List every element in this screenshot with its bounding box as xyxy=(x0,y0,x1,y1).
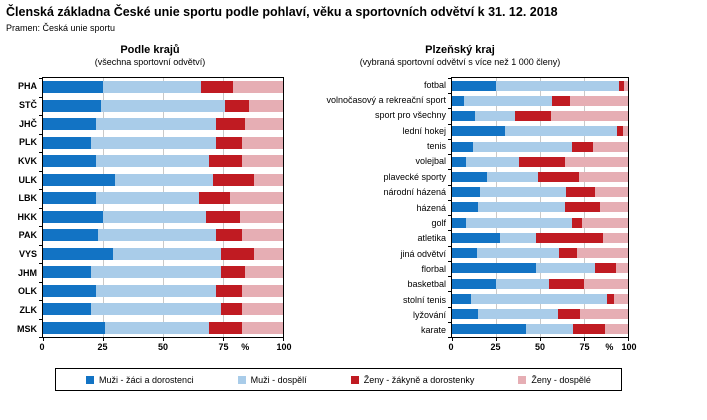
bar-row xyxy=(452,93,628,108)
bar-segment xyxy=(526,324,574,334)
bar-segment xyxy=(496,279,549,289)
bar-row xyxy=(43,134,283,153)
bar-segment xyxy=(475,111,515,121)
category-label: národní házená xyxy=(383,187,446,198)
stacked-bar xyxy=(452,142,628,152)
regions-chart-title: Podle krajů xyxy=(120,44,180,56)
bar-segment xyxy=(487,172,538,182)
bar-segment xyxy=(43,137,91,149)
bar-row xyxy=(452,139,628,154)
bar-segment xyxy=(213,174,254,186)
bar-segment xyxy=(552,96,570,106)
bar-segment xyxy=(115,174,213,186)
regions-chart xyxy=(0,77,292,352)
bar-segment xyxy=(254,174,283,186)
bar-segment xyxy=(452,279,496,289)
bar-segment xyxy=(101,100,226,112)
bar-row xyxy=(452,307,628,322)
category-label: lední hokej xyxy=(402,125,446,136)
stacked-bar xyxy=(43,229,283,241)
x-axis-unit-label: % xyxy=(605,342,614,352)
stacked-bar xyxy=(452,157,628,167)
bar-segment xyxy=(98,229,216,241)
stacked-bar xyxy=(452,81,628,91)
category-label: PAK xyxy=(18,230,37,241)
x-axis-tick xyxy=(43,337,44,341)
bar-segment xyxy=(505,126,618,136)
category-label: HKK xyxy=(17,211,37,222)
bar-segment xyxy=(584,279,628,289)
category-label: ZLK xyxy=(19,305,37,315)
bar-segment xyxy=(105,322,208,334)
bar-row xyxy=(43,208,283,227)
category-label: sport pro všechny xyxy=(374,110,446,121)
bar-segment xyxy=(478,202,564,212)
stacked-bar xyxy=(43,174,283,186)
stacked-bar xyxy=(452,263,628,273)
category-label: PLK xyxy=(19,137,37,148)
plzen-chart-subtitle: (vybraná sportovní odvětví s více než 1 000 členy) xyxy=(359,57,561,67)
bar-segment xyxy=(536,263,594,273)
bar-segment xyxy=(209,322,243,334)
legend xyxy=(55,368,622,391)
bar-segment xyxy=(216,285,242,297)
bar-segment xyxy=(464,96,552,106)
bar-segment xyxy=(519,157,565,167)
legend-label: Ženy - dospělé xyxy=(531,374,591,385)
category-label: golf xyxy=(431,217,446,228)
category-label: plavecké sporty xyxy=(383,171,446,182)
category-label: KVK xyxy=(17,155,37,166)
bar-segment xyxy=(452,263,536,273)
category-label: JHM xyxy=(17,267,37,278)
bar-segment xyxy=(624,81,628,91)
x-axis-tick-label: 50 xyxy=(534,342,546,352)
bar-segment xyxy=(221,303,243,315)
category-label: karate xyxy=(420,325,446,336)
x-axis-tick xyxy=(163,337,164,341)
bar-segment xyxy=(230,192,283,204)
bar-segment xyxy=(580,309,628,319)
legend-swatch-icon xyxy=(351,376,359,384)
bar-segment xyxy=(199,192,230,204)
bar-segment xyxy=(477,248,560,258)
bar-row xyxy=(43,97,283,116)
bar-segment xyxy=(43,303,91,315)
bar-row xyxy=(452,108,628,123)
x-axis-tick xyxy=(540,337,541,341)
y-axis-tick xyxy=(448,337,452,338)
category-label: atletika xyxy=(417,233,446,244)
x-axis-tick-label: 25 xyxy=(490,342,501,352)
x-axis-tick xyxy=(452,337,453,341)
bar-row xyxy=(43,263,283,282)
bar-segment xyxy=(623,126,628,136)
bar-segment xyxy=(43,229,98,241)
bar-segment xyxy=(452,157,466,167)
x-axis-tick-label: 100 xyxy=(621,342,637,352)
legend-item xyxy=(351,375,475,385)
category-label: lyžování xyxy=(412,310,446,321)
bar-segment xyxy=(242,229,283,241)
stacked-bar xyxy=(43,100,283,112)
bar-segment xyxy=(607,294,614,304)
category-label: volnočasový a rekreační sport xyxy=(326,95,446,106)
bar-segment xyxy=(242,285,283,297)
bar-segment xyxy=(43,81,103,93)
plzen-chart xyxy=(326,77,637,352)
stacked-bar xyxy=(452,309,628,319)
stacked-bar xyxy=(452,248,628,258)
stacked-bar xyxy=(452,324,628,334)
plzen-plot-area xyxy=(451,77,629,338)
bar-segment xyxy=(206,211,240,223)
bar-segment xyxy=(254,248,283,260)
bar-segment xyxy=(500,233,537,243)
x-axis-tick-label: 100 xyxy=(276,342,292,352)
bar-segment xyxy=(572,218,583,228)
bar-segment xyxy=(452,294,471,304)
x-axis-unit-label: % xyxy=(241,342,250,352)
stacked-bar xyxy=(452,187,628,197)
bar-segment xyxy=(221,248,255,260)
bar-segment xyxy=(113,248,221,260)
bar-segment xyxy=(43,285,96,297)
bar-row xyxy=(43,226,283,245)
stacked-bar xyxy=(43,248,283,260)
x-axis-tick-label: 25 xyxy=(97,342,108,352)
bar-segment xyxy=(452,126,505,136)
bar-segment xyxy=(209,155,243,167)
bar-segment xyxy=(538,172,578,182)
bar-segment xyxy=(600,202,628,212)
legend-swatch-icon xyxy=(238,376,246,384)
bar-segment xyxy=(452,187,480,197)
bar-row xyxy=(452,261,628,276)
legend-swatch-icon xyxy=(86,376,94,384)
bar-segment xyxy=(452,309,478,319)
bar-segment xyxy=(452,324,526,334)
bar-segment xyxy=(573,324,605,334)
x-axis-tick-label: 75 xyxy=(579,342,590,352)
category-label: florbal xyxy=(421,263,446,274)
bar-segment xyxy=(221,266,245,278)
category-label: JHČ xyxy=(18,118,37,129)
bar-segment xyxy=(43,248,113,260)
bar-segment xyxy=(577,248,628,258)
category-label: fotbal xyxy=(423,79,446,90)
bar-segment xyxy=(91,266,221,278)
category-label: házená xyxy=(416,202,446,213)
stacked-bar xyxy=(452,218,628,228)
bar-segment xyxy=(242,155,283,167)
bar-row xyxy=(43,282,283,301)
bar-segment xyxy=(466,157,519,167)
legend-item xyxy=(238,375,307,385)
bar-segment xyxy=(240,211,283,223)
x-axis-tick xyxy=(103,337,104,341)
bar-segment xyxy=(603,233,628,243)
x-axis-tick xyxy=(496,337,497,341)
bar-row xyxy=(452,185,628,200)
bar-segment xyxy=(216,118,245,130)
bar-segment xyxy=(43,211,103,223)
bar-segment xyxy=(96,192,199,204)
regions-plot-area xyxy=(42,77,284,338)
bar-segment xyxy=(565,202,600,212)
bar-segment xyxy=(452,248,477,258)
stacked-bar xyxy=(452,202,628,212)
legend-swatch-icon xyxy=(518,376,526,384)
bar-segment xyxy=(605,324,628,334)
bar-segment xyxy=(43,174,115,186)
bar-segment xyxy=(43,266,91,278)
bar-segment xyxy=(570,96,628,106)
bar-segment xyxy=(452,202,478,212)
category-label: ULK xyxy=(18,174,37,185)
bar-row xyxy=(452,124,628,139)
bar-segment xyxy=(43,322,105,334)
legend-label: Muži - žáci a dorostenci xyxy=(99,374,194,385)
category-label: VYS xyxy=(18,249,37,260)
bar-segment xyxy=(242,303,283,315)
regions-chart-subtitle: (všechna sportovní odvětví) xyxy=(94,57,206,67)
bar-segment xyxy=(249,100,283,112)
bar-segment xyxy=(216,229,242,241)
category-label: LBK xyxy=(18,193,37,204)
bar-segment xyxy=(616,263,628,273)
bar-row xyxy=(452,230,628,245)
x-axis-tick xyxy=(628,337,629,341)
x-axis-tick xyxy=(223,337,224,341)
bar-segment xyxy=(515,111,550,121)
stacked-bar xyxy=(43,211,283,223)
x-axis-tick xyxy=(283,337,284,341)
bar-segment xyxy=(473,142,572,152)
bar-segment xyxy=(452,233,500,243)
category-label: STČ xyxy=(19,99,37,110)
category-label: tenis xyxy=(426,141,446,152)
bar-segment xyxy=(595,187,628,197)
stacked-bar xyxy=(43,322,283,334)
bar-segment xyxy=(452,142,473,152)
bar-segment xyxy=(551,111,628,121)
bar-segment xyxy=(566,187,594,197)
stacked-bar xyxy=(452,111,628,121)
bar-segment xyxy=(452,111,475,121)
bar-segment xyxy=(582,218,628,228)
x-axis-tick xyxy=(584,337,585,341)
x-axis-tick-label: 75 xyxy=(218,342,229,352)
bar-row xyxy=(452,169,628,184)
plzen-chart-header xyxy=(350,44,570,68)
bar-row xyxy=(43,300,283,319)
stacked-bar xyxy=(452,294,628,304)
legend-item xyxy=(518,375,591,385)
bar-segment xyxy=(91,303,221,315)
bar-segment xyxy=(103,81,201,93)
regions-x-axis-labels xyxy=(39,342,292,356)
legend-label: Muži - dospělí xyxy=(250,374,307,385)
category-label: MSK xyxy=(17,323,37,334)
bar-row xyxy=(43,189,283,208)
bar-row xyxy=(452,154,628,169)
bar-row xyxy=(452,78,628,93)
bar-segment xyxy=(466,218,572,228)
stacked-bar xyxy=(452,126,628,136)
bar-row xyxy=(43,78,283,97)
bar-segment xyxy=(593,142,628,152)
bar-row xyxy=(43,245,283,264)
x-axis-tick-label: 0 xyxy=(39,342,45,352)
bar-segment xyxy=(614,294,628,304)
y-axis-tick xyxy=(39,337,43,338)
bar-segment xyxy=(572,142,593,152)
stacked-bar xyxy=(43,192,283,204)
bar-row xyxy=(452,246,628,261)
bar-row xyxy=(43,115,283,134)
regions-chart-header xyxy=(29,44,271,68)
regions-y-axis-labels xyxy=(0,77,42,338)
stacked-bar xyxy=(43,285,283,297)
category-label: basketbal xyxy=(407,279,446,290)
bar-row xyxy=(452,291,628,306)
bar-segment xyxy=(536,233,603,243)
bar-row xyxy=(452,276,628,291)
stacked-bar xyxy=(452,279,628,289)
plzen-chart-title: Plzeňský kraj xyxy=(425,44,495,56)
bar-segment xyxy=(216,137,242,149)
bar-segment xyxy=(549,279,584,289)
bar-segment xyxy=(103,211,206,223)
category-label: volejbal xyxy=(415,156,446,167)
bar-segment xyxy=(559,248,577,258)
bar-segment xyxy=(558,309,581,319)
bar-segment xyxy=(452,218,466,228)
bar-segment xyxy=(595,263,616,273)
bar-segment xyxy=(96,285,216,297)
bar-row xyxy=(43,152,283,171)
bar-segment xyxy=(245,266,283,278)
legend-item xyxy=(86,375,194,385)
page-title: Členská základna České unie sportu podle pohlaví, věku a sportovních odvětví k 31. 12. 2018 xyxy=(6,5,558,19)
bar-segment xyxy=(233,81,283,93)
category-label: PHA xyxy=(17,81,37,92)
bar-row xyxy=(452,215,628,230)
category-label: OLK xyxy=(18,286,37,297)
bar-segment xyxy=(478,309,557,319)
plzen-x-axis-labels xyxy=(448,342,637,356)
bar-segment xyxy=(242,137,283,149)
bar-segment xyxy=(225,100,249,112)
legend-label: Ženy - žákyně a dorostenky xyxy=(363,374,475,385)
bar-row xyxy=(452,200,628,215)
bar-segment xyxy=(452,96,464,106)
bar-segment xyxy=(480,187,566,197)
plzen-y-axis-labels xyxy=(326,77,451,338)
stacked-bar xyxy=(43,303,283,315)
stacked-bar xyxy=(43,81,283,93)
bar-segment xyxy=(43,100,101,112)
bar-segment xyxy=(96,155,209,167)
bar-segment xyxy=(452,172,487,182)
bar-segment xyxy=(43,192,96,204)
bar-segment xyxy=(201,81,232,93)
bar-segment xyxy=(452,81,496,91)
stacked-bar xyxy=(452,233,628,243)
bar-segment xyxy=(565,157,628,167)
bar-segment xyxy=(43,155,96,167)
stacked-bar xyxy=(43,118,283,130)
stacked-bar xyxy=(43,155,283,167)
bar-segment xyxy=(471,294,607,304)
bar-segment xyxy=(96,118,216,130)
bar-segment xyxy=(91,137,216,149)
bar-row xyxy=(452,322,628,337)
bar-segment xyxy=(496,81,619,91)
stacked-bar xyxy=(452,96,628,106)
x-axis-tick-label: 0 xyxy=(448,342,454,352)
stacked-bar xyxy=(43,137,283,149)
bar-segment xyxy=(242,322,283,334)
stacked-bar xyxy=(452,172,628,182)
bar-segment xyxy=(43,118,96,130)
stacked-bar xyxy=(43,266,283,278)
x-axis-tick-label: 50 xyxy=(157,342,169,352)
bar-row xyxy=(43,171,283,190)
bar-segment xyxy=(579,172,628,182)
bar-segment xyxy=(245,118,283,130)
category-label: jiná odvětví xyxy=(400,248,446,259)
bar-row xyxy=(43,319,283,338)
category-label: stolní tenis xyxy=(402,294,446,305)
source-note: Pramen: Česká unie sportu xyxy=(6,23,116,33)
